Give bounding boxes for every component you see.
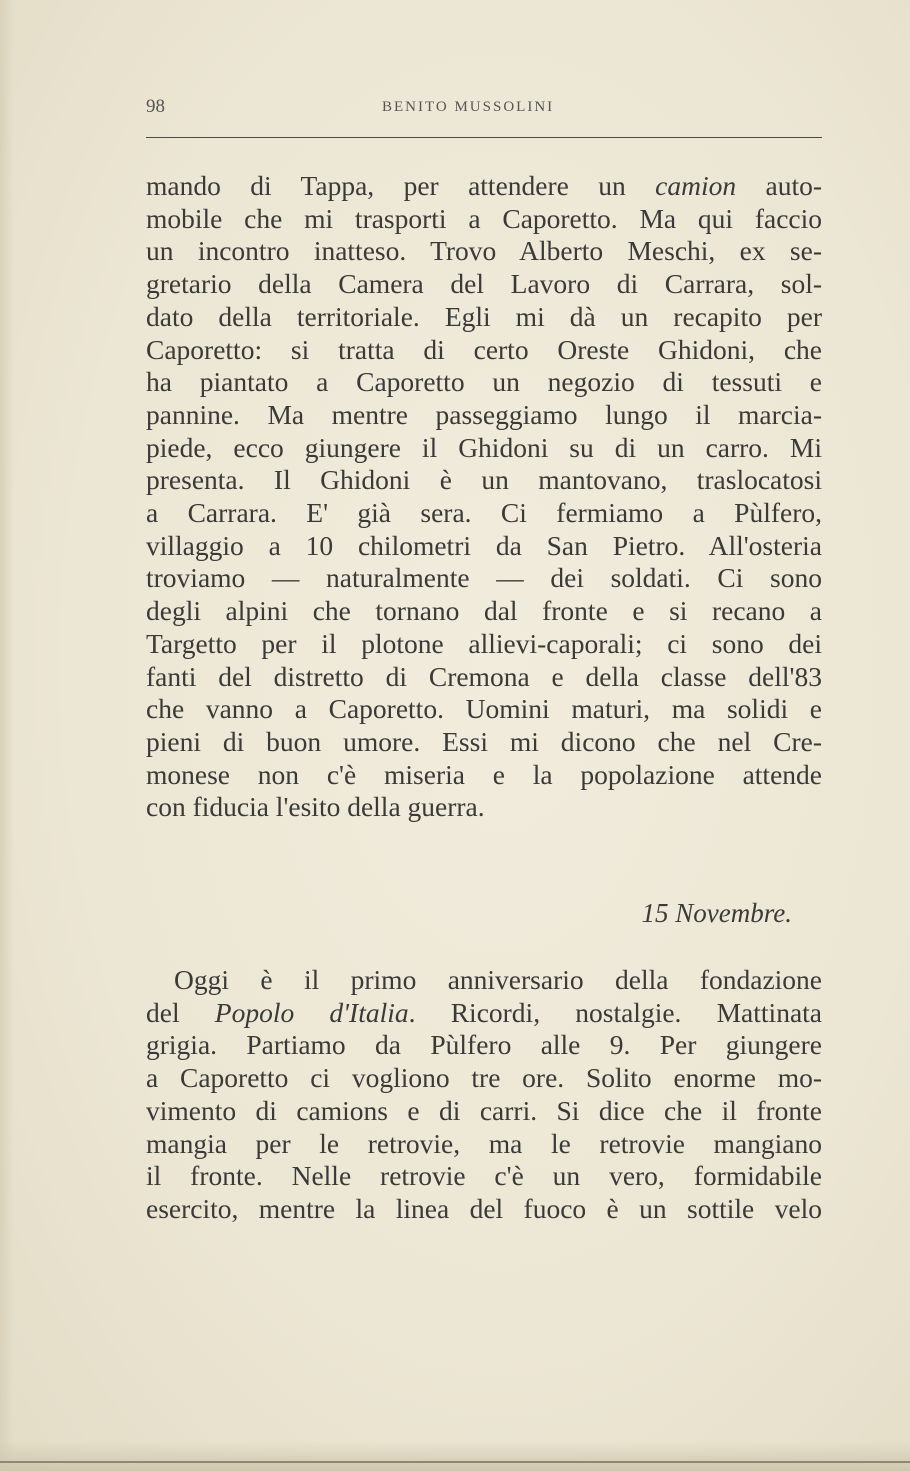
text-line: pannine. Ma mentre passeggiamo lungo il marcia- xyxy=(146,398,822,430)
text-line: piede, ecco giungere il Ghidoni su di un carro. Mi xyxy=(146,431,822,463)
text-line: troviamo — naturalmente — dei soldati. Ci sono xyxy=(146,562,822,594)
page-left-edge-shadow xyxy=(0,0,14,1471)
text-line: dato della territoriale. Egli mi dà un recapito per xyxy=(146,300,822,332)
text-line: il fronte. Nelle retrovie c'è un vero, formidabile xyxy=(146,1160,822,1192)
text-line: pieni di buon umore. Essi mi dicono che nel Cre- xyxy=(146,725,822,757)
paragraph-1 xyxy=(146,170,822,824)
text-line: del Popolo d'Italia. Ricordi, nostalgie. Mattinata xyxy=(146,996,822,1028)
text-line: mangia per le retrovie, ma le retrovie mangiano xyxy=(146,1127,822,1159)
text-line: villaggio a 10 chilometri da San Pietro. All'osteria xyxy=(146,529,822,561)
text-line: con fiducia l'esito della guerra. xyxy=(146,791,485,823)
page-number: 98 xyxy=(146,96,165,117)
text-line: che vanno a Caporetto. Uomini maturi, ma solidi e xyxy=(146,693,822,725)
text-line: un incontro inatteso. Trovo Alberto Meschi, ex se- xyxy=(146,235,822,267)
text-line: Targetto per il plotone allievi-caporali; ci sono dei xyxy=(146,627,822,659)
text-line: fanti del distretto di Cremona e della classe dell'83 xyxy=(146,660,822,692)
text-line: vimento di camions e di carri. Si dice che il fronte xyxy=(146,1094,822,1126)
text-line: a Caporetto ci vogliono tre ore. Solito enorme mo- xyxy=(146,1062,822,1094)
page-header xyxy=(146,96,822,124)
text-line: degli alpini che tornano dal fronte e si recano a xyxy=(146,595,822,627)
page-bottom-edge-shadow xyxy=(0,1441,910,1471)
text-line: ha piantato a Caporetto un negozio di tessuti e xyxy=(146,366,822,398)
bottom-edge-line xyxy=(0,1461,910,1463)
text-line: gretario della Camera del Lavoro di Carrara, sol- xyxy=(146,268,822,300)
text-line: presenta. Il Ghidoni è un mantovano, traslocatosi xyxy=(146,464,822,496)
dateline: 15 Novembre. xyxy=(641,898,792,928)
header-rule xyxy=(146,137,822,138)
text-line: Caporetto: si tratta di certo Oreste Ghidoni, che xyxy=(146,333,822,365)
text-line: Oggi è il primo anniversario della fondazione xyxy=(174,964,822,995)
text-line: mobile che mi trasporti a Caporetto. Ma qui faccio xyxy=(146,202,822,234)
text-line: monese non c'è miseria e la popolazione attende xyxy=(146,758,822,790)
text-line: grigia. Partiamo da Pùlfero alle 9. Per giungere xyxy=(146,1029,822,1061)
running-head: BENITO MUSSOLINI xyxy=(382,99,555,115)
paragraph-2 xyxy=(146,964,822,1226)
text-line: mando di Tappa, per attendere un camion auto- xyxy=(146,170,822,201)
text-line: esercito, mentre la linea del fuoco è un sottile velo xyxy=(146,1192,822,1224)
text-line: a Carrara. E' già sera. Ci fermiamo a Pùlfero, xyxy=(146,497,822,529)
